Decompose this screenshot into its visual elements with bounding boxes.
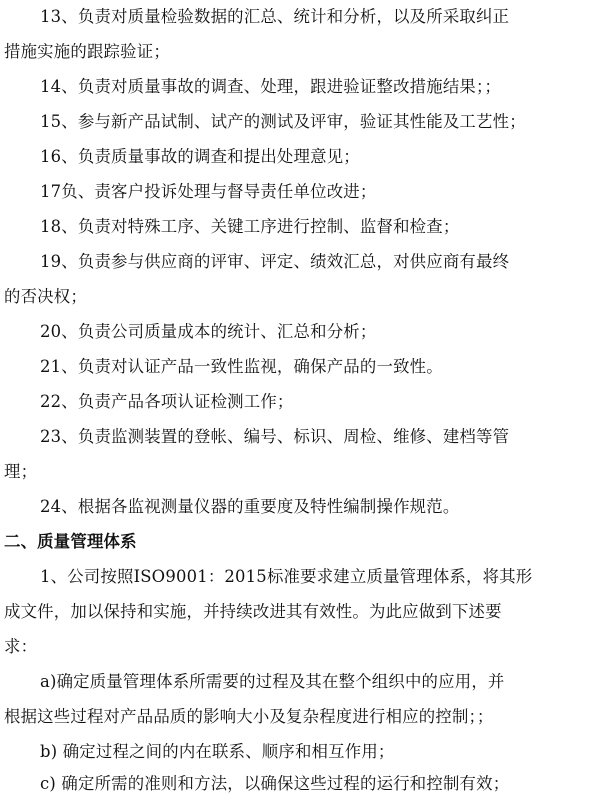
text-line-b: b) 确定过程之间的内在联系、顺序和相互作用； [40, 742, 395, 761]
text-line-22: 22、负责产品各项认证检测工作； [40, 392, 294, 411]
text-line-23-cont: 理； [4, 462, 38, 481]
text-line-24: 24、根据各监视测量仪器的重要度及特性编制操作规范。 [40, 497, 460, 516]
text-line-13-cont: 措施实施的跟踪验证； [4, 42, 170, 61]
text-line-a-cont: 根据这些过程对产品品质的影响大小及复杂程度进行相应的控制；； [4, 707, 494, 726]
text-line-13: 13、负责对质量检验数据的汇总、统计和分析，以及所采取纠正 [40, 7, 510, 26]
text-line-c: c) 确定所需的准则和方法，以确保这些过程的运行和控制有效； [40, 774, 510, 793]
text-line-s1-cont: 成文件，加以保持和实施，并持续改进其有效性。为此应做到下述要 [4, 602, 502, 621]
text-line-17: 17负、责客户投诉处理与督导责任单位改进； [40, 182, 377, 201]
text-line-a: a)确定质量管理体系所需要的过程及其在整个组织中的应用，并 [40, 672, 505, 691]
section-heading: 二、质量管理体系 [4, 532, 137, 551]
text-line-s1: 1、公司按照ISO9001：2015标准要求建立质量管理体系，将其形 [40, 567, 533, 586]
text-line-21: 21、负责对认证产品一致性监视，确保产品的一致性。 [40, 357, 443, 376]
text-line-14: 14、负责对质量事故的调查、处理，跟进验证整改措施结果；； [40, 77, 502, 96]
text-line-19-cont: 的否决权； [4, 287, 87, 306]
text-line-18: 18、负责对特殊工序、关键工序进行控制、监督和检查； [40, 217, 460, 236]
text-line-15: 15、参与新产品试制、试产的测试及评审，验证其性能及工艺性； [40, 112, 526, 131]
text-line-23: 23、负责监测装置的登帐、编号、标识、周检、维修、建档等管 [40, 427, 510, 446]
text-line-s1-end: 求： [4, 637, 38, 656]
text-line-19: 19、负责参与供应商的评审、评定、绩效汇总，对供应商有最终 [40, 252, 510, 271]
text-line-16: 16、负责质量事故的调查和提出处理意见； [40, 147, 360, 166]
text-line-20: 20、负责公司质量成本的统计、汇总和分析； [40, 322, 377, 341]
